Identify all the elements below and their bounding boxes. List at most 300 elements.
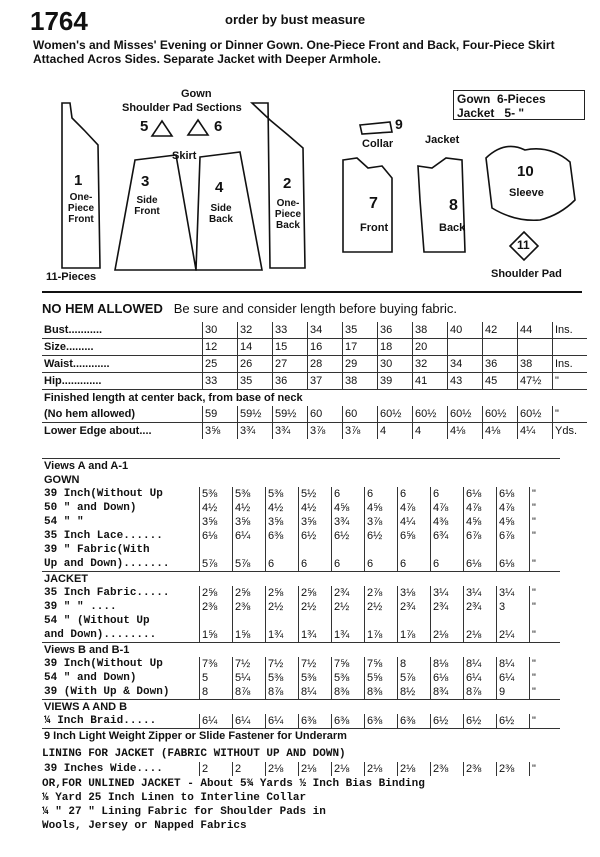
table-cell: 1⅝ bbox=[200, 628, 233, 643]
table-cell bbox=[266, 543, 299, 557]
unit-cell: " bbox=[530, 714, 561, 729]
table-cell bbox=[233, 614, 266, 628]
table-cell: 3⅝ bbox=[299, 515, 332, 529]
table-cell bbox=[464, 614, 497, 628]
row-label: Waist............ bbox=[42, 356, 203, 373]
row-label: 39 Inches Wide.... bbox=[44, 763, 163, 775]
body-measurements-table bbox=[42, 322, 587, 439]
row-label: Hip............. bbox=[42, 373, 203, 390]
table-cell: 2⅝ bbox=[299, 586, 332, 600]
row-label: 39 Inch(Without Up bbox=[44, 658, 163, 670]
piece-2-number: 2 bbox=[283, 175, 292, 192]
table-cell bbox=[497, 614, 530, 628]
table-cell: 8⅞ bbox=[464, 685, 497, 700]
piece-11-number: 11 bbox=[517, 238, 530, 252]
row-label: 39 " " .... bbox=[44, 601, 117, 613]
piece-2-name: One-Piece Back bbox=[274, 198, 302, 231]
row-label: Bust........... bbox=[44, 324, 103, 336]
table-cell: 2⅛ bbox=[398, 762, 431, 776]
table-cell: 3⅝ bbox=[266, 515, 299, 529]
piece-3-number: 3 bbox=[141, 173, 150, 190]
table-cell: 6⅞ bbox=[464, 529, 497, 543]
table-cell bbox=[266, 614, 299, 628]
table-cell: 3 bbox=[497, 600, 530, 614]
table-cell: 6¼ bbox=[266, 714, 299, 729]
table-cell: 6⅜ bbox=[299, 714, 332, 729]
table-cell: 36 bbox=[273, 373, 308, 390]
section-heading: 9 Inch Light Weight Zipper or Slide Fastener for Underarm bbox=[42, 729, 560, 744]
collar-label: Collar bbox=[362, 138, 394, 150]
table-cell: 7½ bbox=[299, 657, 332, 671]
table-cell: 4⅞ bbox=[464, 501, 497, 515]
table-cell: 35 bbox=[238, 373, 273, 390]
table-cell: 2⅜ bbox=[200, 600, 233, 614]
table-row bbox=[42, 685, 560, 700]
unit-cell: " bbox=[553, 406, 588, 423]
table-cell: 59½ bbox=[238, 406, 273, 423]
shoulder-pad-sections-label: Shoulder Pad Sections bbox=[122, 102, 242, 114]
table-cell bbox=[233, 543, 266, 557]
unit-cell: " bbox=[530, 671, 561, 685]
table-cell: 2¾ bbox=[464, 600, 497, 614]
table-cell: 6 bbox=[431, 487, 464, 501]
table-cell: 6 bbox=[332, 487, 365, 501]
piece-10-outline bbox=[486, 146, 575, 220]
table-cell: 2⅛ bbox=[464, 628, 497, 643]
table-cell: 4½ bbox=[233, 501, 266, 515]
yardage-table bbox=[42, 458, 560, 743]
unit-cell: " bbox=[530, 762, 561, 776]
row-label: 35 Inch Lace...... bbox=[44, 530, 163, 542]
unit-cell: " bbox=[530, 628, 561, 643]
table-row bbox=[42, 557, 560, 572]
table-cell: 6 bbox=[365, 557, 398, 572]
table-cell: 2⅞ bbox=[365, 586, 398, 600]
row-label: 35 Inch Fabric..... bbox=[44, 587, 170, 599]
section-heading: Views B and B-1 bbox=[42, 643, 560, 658]
piece-7-number: 7 bbox=[369, 195, 378, 212]
table-cell: 5⅜ bbox=[266, 671, 299, 685]
table-row bbox=[42, 322, 587, 339]
table-cell: 3¼ bbox=[497, 586, 530, 600]
table-cell: 6⅛ bbox=[431, 671, 464, 685]
piece-3-name: Side Front bbox=[134, 195, 160, 217]
table-cell: 6⅞ bbox=[497, 529, 530, 543]
table-cell: 20 bbox=[413, 339, 448, 356]
piece-9-outline bbox=[360, 122, 392, 134]
table-cell: 34 bbox=[308, 322, 343, 339]
piece-1-number: 1 bbox=[74, 172, 83, 189]
table-cell: 2⅜ bbox=[431, 762, 464, 776]
table-cell: 8 bbox=[398, 657, 431, 671]
piece-5-outline bbox=[152, 121, 172, 136]
table-row bbox=[42, 339, 587, 356]
table-cell: 3⅛ bbox=[398, 586, 431, 600]
table-cell: 2⅛ bbox=[365, 762, 398, 776]
table-cell: 3¾ bbox=[273, 423, 308, 440]
table-cell: 5⅜ bbox=[332, 671, 365, 685]
jacket-count: 5- " bbox=[504, 106, 525, 120]
table-cell: 8⅜ bbox=[332, 685, 365, 700]
table-cell: 3¼ bbox=[464, 586, 497, 600]
lining-header: LINING FOR JACKET (FABRIC WITHOUT UP AND DOWN) bbox=[42, 748, 346, 760]
table-row bbox=[42, 762, 560, 776]
no-hem-allowed: NO HEM ALLOWED bbox=[42, 301, 163, 316]
table-cell: 6⅛ bbox=[200, 529, 233, 543]
table-cell: 5⅞ bbox=[233, 557, 266, 572]
table-cell: 8¼ bbox=[299, 685, 332, 700]
order-instruction: order by bust measure bbox=[225, 12, 366, 27]
unit-cell: " bbox=[530, 586, 561, 600]
table-cell: 6½ bbox=[497, 714, 530, 729]
table-cell: 8⅞ bbox=[266, 685, 299, 700]
table-cell: 8½ bbox=[398, 685, 431, 700]
row-label: Lower Edge about.... bbox=[42, 423, 203, 440]
table-cell: 6⅜ bbox=[398, 714, 431, 729]
table-cell: 2⅝ bbox=[233, 586, 266, 600]
table-cell: 14 bbox=[238, 339, 273, 356]
table-cell: 4½ bbox=[299, 501, 332, 515]
table-cell: 5⅜ bbox=[266, 487, 299, 501]
table-cell: 2½ bbox=[266, 600, 299, 614]
row-label: Size......... bbox=[42, 339, 203, 356]
table-cell bbox=[431, 543, 464, 557]
table-cell: 3¾ bbox=[332, 515, 365, 529]
section-divider bbox=[42, 291, 582, 293]
table-cell: 2⅝ bbox=[200, 586, 233, 600]
table-cell: 5⅜ bbox=[299, 671, 332, 685]
unit-cell: " bbox=[553, 373, 588, 390]
unit-cell: " bbox=[530, 529, 561, 543]
lining-table bbox=[42, 762, 560, 776]
table-cell: 6¼ bbox=[200, 714, 233, 729]
table-cell: 6¼ bbox=[497, 671, 530, 685]
table-cell: 38 bbox=[413, 322, 448, 339]
table-row bbox=[42, 586, 560, 600]
unit-cell: Ins. bbox=[553, 322, 588, 339]
table-cell: 32 bbox=[413, 356, 448, 373]
table-row bbox=[42, 423, 587, 440]
piece-4-number: 4 bbox=[215, 179, 224, 196]
jacket-figure-label: Jacket bbox=[425, 134, 460, 146]
table-cell: 5 bbox=[200, 671, 233, 685]
table-cell: 2⅝ bbox=[266, 586, 299, 600]
table-row bbox=[42, 614, 560, 628]
table-cell: 4 bbox=[413, 423, 448, 440]
table-row bbox=[42, 714, 560, 729]
piece-7-outline bbox=[343, 158, 392, 252]
table-cell: 6⅜ bbox=[365, 714, 398, 729]
table-row bbox=[42, 600, 560, 614]
table-cell: 12 bbox=[203, 339, 238, 356]
table-cell: 5⅞ bbox=[200, 557, 233, 572]
table-cell: 7⅝ bbox=[365, 657, 398, 671]
table-cell: 2⅜ bbox=[233, 600, 266, 614]
table-cell: 6⅜ bbox=[266, 529, 299, 543]
piece-8-number: 8 bbox=[449, 197, 458, 214]
skirt-label: Skirt bbox=[172, 150, 197, 162]
table-cell: 1¾ bbox=[266, 628, 299, 643]
table-cell: 33 bbox=[203, 373, 238, 390]
table-cell: 2¾ bbox=[398, 600, 431, 614]
piece-10-number: 10 bbox=[517, 163, 534, 180]
piece-9-number: 9 bbox=[395, 116, 403, 132]
table-cell: 3⅞ bbox=[343, 423, 378, 440]
pattern-pieces-illustration bbox=[0, 0, 600, 300]
table-cell: 2⅜ bbox=[497, 762, 530, 776]
table-row bbox=[42, 501, 560, 515]
table-cell: 8⅞ bbox=[233, 685, 266, 700]
table-cell: 30 bbox=[203, 322, 238, 339]
row-label: and Down)........ bbox=[44, 629, 157, 641]
table-cell: 60 bbox=[343, 406, 378, 423]
piece-2-outline bbox=[252, 103, 305, 268]
table-cell: 8¼ bbox=[464, 657, 497, 671]
unit-cell: " bbox=[530, 685, 561, 700]
table-cell: 1¾ bbox=[299, 628, 332, 643]
table-cell bbox=[299, 614, 332, 628]
table-cell bbox=[200, 543, 233, 557]
table-cell: 2⅛ bbox=[266, 762, 299, 776]
unit-cell bbox=[553, 339, 588, 356]
table-cell: 3¾ bbox=[238, 423, 273, 440]
table-cell: 9 bbox=[497, 685, 530, 700]
table-cell: 60½ bbox=[378, 406, 413, 423]
table-cell: 4 bbox=[378, 423, 413, 440]
table-cell: 7½ bbox=[266, 657, 299, 671]
table-cell: 6⅜ bbox=[332, 714, 365, 729]
row-label: 54 " " bbox=[44, 516, 84, 528]
table-cell: 60½ bbox=[483, 406, 518, 423]
table-cell: 2 bbox=[233, 762, 266, 776]
unit-cell: " bbox=[530, 515, 561, 529]
unit-cell: " bbox=[530, 657, 561, 671]
unit-cell: " bbox=[530, 600, 561, 614]
table-cell: 42 bbox=[483, 322, 518, 339]
table-cell bbox=[398, 614, 431, 628]
section-heading-row bbox=[42, 390, 587, 407]
table-cell: 6 bbox=[299, 557, 332, 572]
section-heading: Views A and A-1 bbox=[42, 459, 560, 474]
table-cell: 6½ bbox=[464, 714, 497, 729]
table-cell: 3⅝ bbox=[203, 423, 238, 440]
row-label: 50 " and Down) bbox=[44, 502, 137, 514]
table-row bbox=[42, 515, 560, 529]
table-cell: 8⅛ bbox=[431, 657, 464, 671]
table-cell: 4⅝ bbox=[365, 501, 398, 515]
table-cell: 3⅝ bbox=[233, 515, 266, 529]
table-cell: 3⅞ bbox=[308, 423, 343, 440]
table-cell: 38 bbox=[343, 373, 378, 390]
row-label: 39 Inch(Without Up bbox=[44, 488, 163, 500]
table-cell: 8¾ bbox=[431, 685, 464, 700]
table-row bbox=[42, 529, 560, 543]
table-cell: 4⅝ bbox=[497, 515, 530, 529]
table-row bbox=[42, 406, 587, 423]
table-cell: 28 bbox=[308, 356, 343, 373]
yardage-note: ¼ " 27 " Lining Fabric for Shoulder Pads in bbox=[42, 806, 326, 818]
yardage-note: OR,FOR UNLINED JACKET - About 5¾ Yards ½ Inch Bias Binding bbox=[42, 778, 425, 790]
table-cell: 4⅝ bbox=[332, 501, 365, 515]
table-cell: 4⅝ bbox=[464, 515, 497, 529]
table-cell: 7⅝ bbox=[332, 657, 365, 671]
table-cell: 1¾ bbox=[332, 628, 365, 643]
table-cell: 2⅜ bbox=[464, 762, 497, 776]
table-cell: 60 bbox=[308, 406, 343, 423]
section-heading: JACKET bbox=[42, 572, 560, 587]
table-row bbox=[42, 373, 587, 390]
table-cell: 4½ bbox=[200, 501, 233, 515]
section-heading-row bbox=[42, 572, 560, 587]
row-label: Up and Down)....... bbox=[44, 558, 170, 570]
table-cell: 6⅛ bbox=[464, 557, 497, 572]
table-cell bbox=[431, 614, 464, 628]
table-cell: 29 bbox=[343, 356, 378, 373]
row-label: (No hem allowed) bbox=[44, 408, 136, 420]
table-row bbox=[42, 543, 560, 557]
piece-8-name: Back bbox=[439, 222, 466, 234]
table-cell: 34 bbox=[448, 356, 483, 373]
table-cell bbox=[299, 543, 332, 557]
table-cell: 60½ bbox=[413, 406, 448, 423]
table-cell: 5½ bbox=[299, 487, 332, 501]
table-cell: 6¼ bbox=[233, 714, 266, 729]
table-cell: 40 bbox=[448, 322, 483, 339]
table-cell: 6 bbox=[266, 557, 299, 572]
table-cell: 2½ bbox=[365, 600, 398, 614]
section-heading-row bbox=[42, 643, 560, 658]
table-cell: 1⅝ bbox=[233, 628, 266, 643]
table-cell: 6 bbox=[332, 557, 365, 572]
piece-5-number: 5 bbox=[140, 118, 149, 135]
table-cell bbox=[518, 339, 553, 356]
table-cell: 8¼ bbox=[497, 657, 530, 671]
piece-6-number: 6 bbox=[214, 118, 223, 135]
table-cell bbox=[200, 614, 233, 628]
table-cell: 35 bbox=[343, 322, 378, 339]
section-heading: VIEWS A AND B bbox=[42, 700, 560, 715]
table-cell: 2½ bbox=[299, 600, 332, 614]
unit-cell: " bbox=[530, 487, 561, 501]
gown-figure-label: Gown bbox=[181, 88, 212, 100]
table-cell: 25 bbox=[203, 356, 238, 373]
table-cell: 6⅛ bbox=[464, 487, 497, 501]
table-cell: 2¾ bbox=[431, 600, 464, 614]
hem-notice bbox=[42, 301, 457, 316]
row-label: 39 (With Up & Down) bbox=[44, 686, 170, 698]
piece-10-name: Sleeve bbox=[509, 187, 544, 199]
table-cell: 6¼ bbox=[233, 529, 266, 543]
table-cell: 6 bbox=[431, 557, 464, 572]
table-cell: 41 bbox=[413, 373, 448, 390]
yardage-note: Wools, Jersey or Napped Fabrics bbox=[42, 820, 247, 832]
table-cell: 4⅛ bbox=[483, 423, 518, 440]
table-cell: 6 bbox=[398, 487, 431, 501]
yardage-note: ⅛ Yard 25 Inch Linen to Interline Collar bbox=[42, 792, 307, 804]
table-cell: 5¼ bbox=[233, 671, 266, 685]
table-cell: 6½ bbox=[431, 714, 464, 729]
table-cell: 39 bbox=[378, 373, 413, 390]
table-cell bbox=[398, 543, 431, 557]
table-cell: 33 bbox=[273, 322, 308, 339]
table-cell: 4⅛ bbox=[448, 423, 483, 440]
hem-notice-text: Be sure and consider length before buying fabric. bbox=[173, 301, 457, 316]
table-cell: 43 bbox=[448, 373, 483, 390]
table-cell: 6½ bbox=[299, 529, 332, 543]
table-cell: 4¼ bbox=[398, 515, 431, 529]
table-cell: 2⅛ bbox=[299, 762, 332, 776]
table-cell: 2⅛ bbox=[431, 628, 464, 643]
table-cell: 59 bbox=[203, 406, 238, 423]
table-cell: 6 bbox=[365, 487, 398, 501]
table-cell: 2 bbox=[200, 762, 233, 776]
table-cell: 17 bbox=[343, 339, 378, 356]
table-cell: 6¾ bbox=[431, 529, 464, 543]
table-cell: 60½ bbox=[448, 406, 483, 423]
table-cell: 5⅝ bbox=[365, 671, 398, 685]
table-cell: 27 bbox=[273, 356, 308, 373]
piece-1-name: One-Piece Front bbox=[67, 192, 95, 225]
table-cell bbox=[365, 543, 398, 557]
table-cell: 47½ bbox=[518, 373, 553, 390]
table-cell: 7⅜ bbox=[200, 657, 233, 671]
row-label: 54 " (Without Up bbox=[44, 615, 150, 627]
table-cell bbox=[365, 614, 398, 628]
table-cell: 6⅛ bbox=[497, 557, 530, 572]
shoulder-pad-label: Shoulder Pad bbox=[491, 268, 562, 280]
pattern-description: Women's and Misses' Evening or Dinner Gown. One-Piece Front and Back, Four-Piece Skirt Attached Acros Sides. Separate Jacket with Deeper Armhole. bbox=[33, 38, 555, 66]
unit-cell: Ins. bbox=[553, 356, 588, 373]
table-cell: 3⅞ bbox=[365, 515, 398, 529]
table-cell bbox=[464, 543, 497, 557]
table-cell: 5⅞ bbox=[398, 671, 431, 685]
gown-label: Gown bbox=[457, 92, 491, 106]
table-cell: 59½ bbox=[273, 406, 308, 423]
section-heading: Finished length at center back, from base of neck bbox=[42, 390, 587, 407]
total-pieces-label: 11-Pieces bbox=[46, 271, 97, 283]
table-cell: 36 bbox=[483, 356, 518, 373]
table-cell: 30 bbox=[378, 356, 413, 373]
table-row bbox=[42, 671, 560, 685]
unit-cell bbox=[530, 543, 561, 557]
table-cell: 16 bbox=[308, 339, 343, 356]
table-cell: 4⅜ bbox=[431, 515, 464, 529]
table-cell: 3⅝ bbox=[200, 515, 233, 529]
piece-6-outline bbox=[188, 120, 208, 135]
table-cell: 37 bbox=[308, 373, 343, 390]
table-cell: 2¾ bbox=[332, 586, 365, 600]
table-row bbox=[42, 657, 560, 671]
section-heading-row bbox=[42, 459, 560, 474]
table-cell: 32 bbox=[238, 322, 273, 339]
table-cell: 7½ bbox=[233, 657, 266, 671]
piece-4-name: Side Back bbox=[209, 203, 233, 225]
gown-count: 6-Pieces bbox=[497, 92, 546, 106]
table-cell: 44 bbox=[518, 322, 553, 339]
table-cell: 1⅞ bbox=[398, 628, 431, 643]
unit-cell: " bbox=[530, 557, 561, 572]
table-cell: 60½ bbox=[518, 406, 553, 423]
table-cell: 4¼ bbox=[518, 423, 553, 440]
section-heading: GOWN bbox=[44, 474, 80, 486]
table-cell: 4⅞ bbox=[431, 501, 464, 515]
piece-7-name: Front bbox=[360, 222, 389, 234]
table-cell: 8⅜ bbox=[365, 685, 398, 700]
table-cell: 36 bbox=[378, 322, 413, 339]
table-cell: 5⅜ bbox=[233, 487, 266, 501]
table-cell: 5⅜ bbox=[200, 487, 233, 501]
table-cell: 6⅝ bbox=[398, 529, 431, 543]
